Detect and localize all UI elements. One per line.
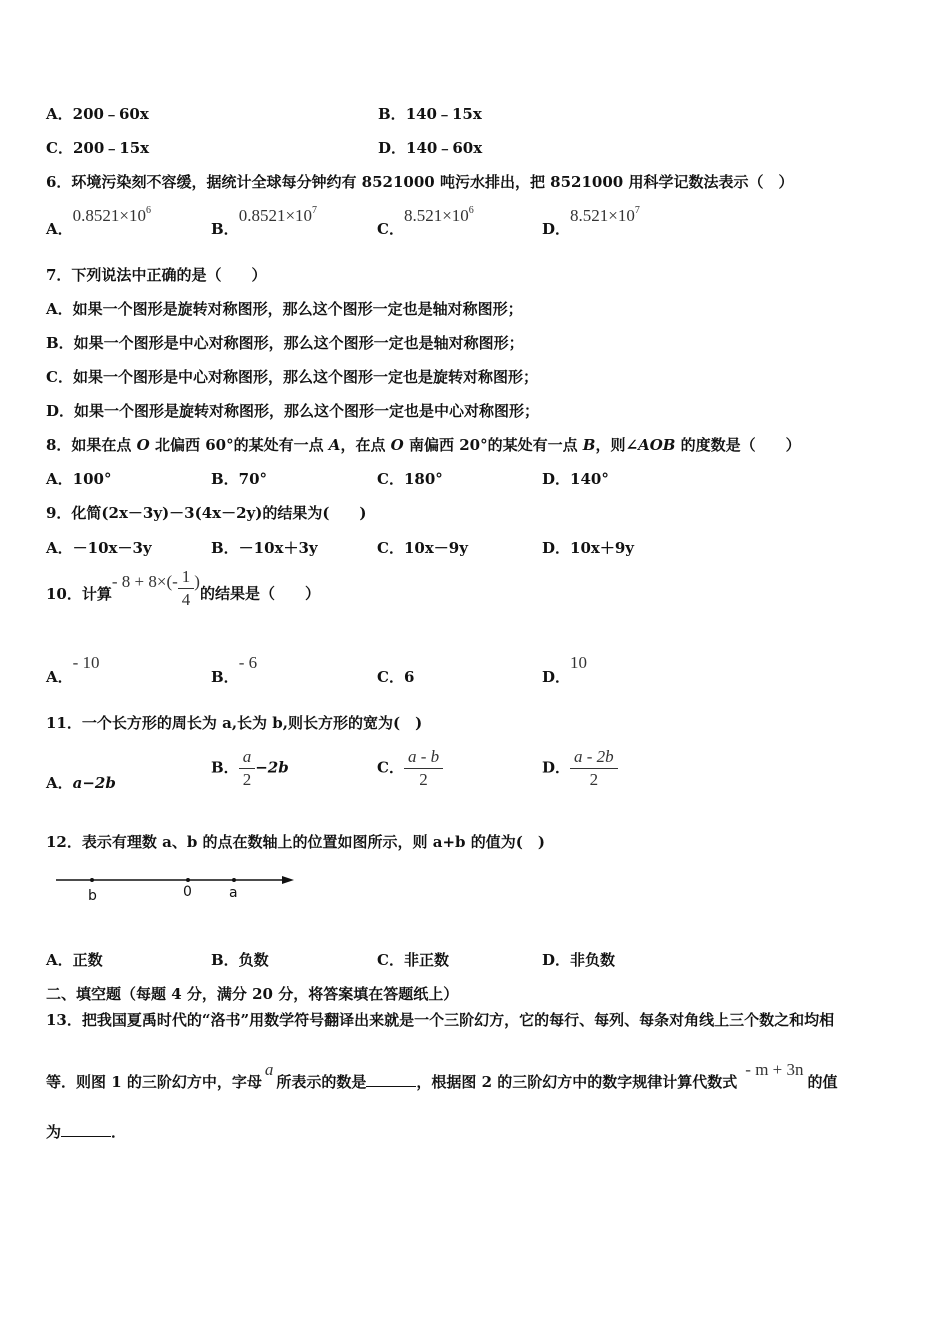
q13-blank-2[interactable]: [61, 1124, 111, 1137]
q10-option-a: A．- 10: [46, 653, 100, 686]
q8-stem: 8．如果在点 O 北偏西 60°的某处有一点 A，在点 O 南偏西 20°的某处有一点 B，则∠AOB 的度数是（ ）: [46, 436, 801, 454]
q11-b-fraction: $\frac{a}{2}$: [239, 746, 256, 791]
q7-option-d: D．如果一个图形是旋转对称图形，那么这个图形一定也是中心对称图形；: [46, 402, 540, 420]
q8-option-d: D．140°: [542, 470, 609, 488]
q7-option-c: C．如果一个图形是中心对称图形，那么这个图形一定也是旋转对称图形；: [46, 368, 538, 386]
q12-stem: 12．表示有理数 a、b 的点在数轴上的位置如图所示，则 a+b 的值为( ): [46, 833, 545, 851]
q9-option-a: A．－10x－3y: [46, 539, 152, 557]
q10-option-d: D．10: [542, 653, 588, 686]
q12-option-d: D．非负数: [542, 951, 616, 969]
label-a: a: [229, 885, 238, 901]
q11-stem: 11．一个长方形的周长为 a,长为 b,则长方形的宽为( ): [46, 714, 423, 732]
q11-option-d: D． $\frac{a - 2b}{2}$: [542, 746, 618, 791]
q9-stem: 9．化简(2x－3y)－3(4x－2y)的结果为( ): [46, 504, 367, 522]
section-heading: 二、填空题（每题 4 分，满分 20 分，将答案填在答题纸上）: [46, 985, 459, 1003]
number-line-arrow: [282, 876, 294, 884]
q9-option-c: C．10x－9y: [377, 539, 468, 557]
q6-option-d: D．$8.521\times 10^7$: [542, 205, 640, 238]
q10-option-c: C．6: [377, 668, 415, 686]
q6-stem: 6．环境污染刻不容缓，据统计全球每分钟约有 8521000 吨污水排出，把 8521000 用科学记数法表示（ ）: [46, 173, 794, 191]
q12-option-c: C．非正数: [377, 951, 449, 969]
point-a: [232, 878, 236, 882]
q7-stem: 7．下列说法中正确的是（ ）: [46, 266, 267, 284]
label-zero: 0: [183, 884, 192, 900]
q6-option-a: A．$0.8521\times 10^6$: [46, 205, 151, 238]
q10-stem: 10．计算- 8 + 8×(- $\frac{1}{4}$ )的结果是（ ）: [46, 567, 320, 609]
q13-line-2: 等．则图 1 的三阶幻方中，字母a所表示的数是 ，根据图 2 的三阶幻方中的数字规律计算代数式- m + 3n的值: [46, 1060, 838, 1091]
q11-c-fraction: $\frac{a - b}{2}$: [404, 746, 443, 791]
q5-option-c: C．200﹣15x: [46, 139, 150, 157]
q11-option-a: A．a−2b: [46, 774, 116, 792]
q11-option-c: C． $\frac{a - b}{2}$: [377, 746, 443, 791]
q7-option-b: B．如果一个图形是中心对称图形，那么这个图形一定也是轴对称图形；: [46, 334, 524, 352]
number-line-figure: [52, 866, 302, 906]
q5-option-d: D．140﹣60x: [378, 139, 483, 157]
q11-option-b: B． $\frac{a}{2}$ −2b: [211, 747, 289, 789]
q10-fraction: $\frac{1}{4}$: [178, 566, 195, 611]
q8-option-b: B．70°: [211, 470, 268, 488]
q11-d-fraction: $\frac{a - 2b}{2}$: [570, 746, 618, 791]
q13-line-1: 13．把我国夏禹时代的“洛书”用数学符号翻译出来就是一个三阶幻方，它的每行、每列、每条对角线上三个数之和均相: [46, 1011, 835, 1029]
q12-option-b: B．负数: [211, 951, 269, 969]
q5-option-b: B．140﹣15x: [378, 105, 482, 123]
q10-option-b: B．- 6: [211, 653, 258, 686]
q6-option-c: C．$8.521\times 10^6$: [377, 205, 474, 238]
q8-option-c: C．180°: [377, 470, 443, 488]
q9-option-d: D．10x＋9y: [542, 539, 634, 557]
point-zero: [186, 878, 190, 882]
q12-option-a: A．正数: [46, 951, 103, 969]
label-b: b: [88, 888, 97, 904]
point-b: [90, 878, 94, 882]
q5-option-a: A．200﹣60x: [46, 105, 149, 123]
q13-blank-1[interactable]: [366, 1074, 416, 1087]
q13-line-3: 为 ．: [46, 1123, 127, 1141]
q8-option-a: A．100°: [46, 470, 112, 488]
q9-option-b: B．－10x＋3y: [211, 539, 318, 557]
q7-option-a: A．如果一个图形是旋转对称图形，那么这个图形一定也是轴对称图形；: [46, 300, 523, 318]
q6-option-b: B．$0.8521\times 10^7$: [211, 205, 318, 238]
